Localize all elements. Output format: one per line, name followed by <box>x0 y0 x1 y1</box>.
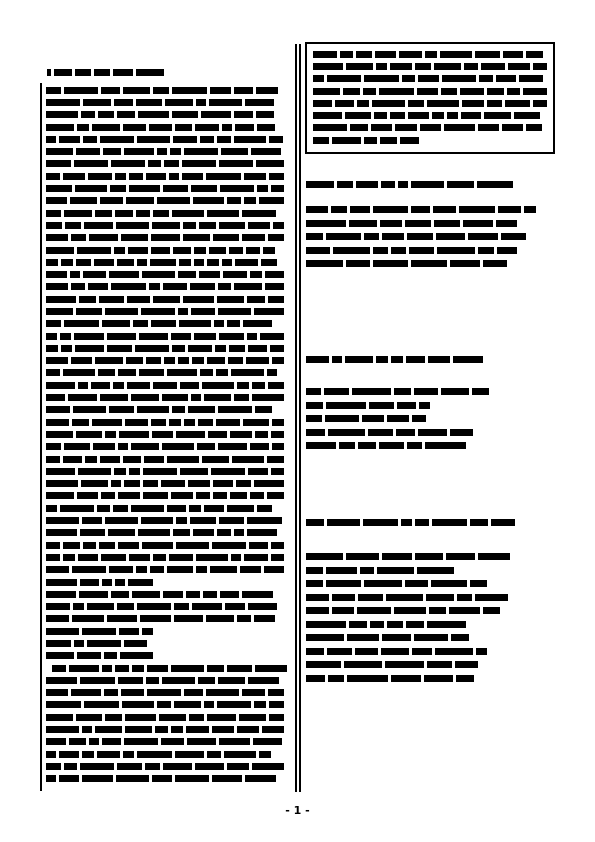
text-line <box>46 600 287 612</box>
text-line <box>46 268 287 280</box>
text-line <box>46 256 287 268</box>
text-line <box>46 613 287 625</box>
list-item <box>306 564 556 578</box>
list-item <box>306 244 556 258</box>
text-line <box>46 244 287 256</box>
text-line <box>46 207 287 219</box>
list-item-label <box>306 399 307 411</box>
text-line <box>46 121 287 133</box>
list-item <box>306 257 556 271</box>
list-item-label <box>306 605 307 617</box>
text-line <box>46 96 287 108</box>
text-line <box>313 48 547 60</box>
text-line <box>46 478 287 490</box>
list-item <box>306 577 556 591</box>
list-item-label <box>306 258 307 270</box>
section-title-glyphs <box>306 356 483 363</box>
text-line <box>46 502 287 514</box>
text-line <box>46 748 287 760</box>
text-line <box>46 637 287 649</box>
list-item <box>306 658 556 672</box>
list-item <box>306 412 556 426</box>
list-item <box>306 604 556 618</box>
list-item-label <box>306 413 307 425</box>
list-item-label <box>306 564 307 576</box>
right-section-list-2 <box>306 385 556 453</box>
text-line <box>313 109 547 121</box>
text-line <box>46 514 287 526</box>
list-item-label <box>306 618 307 630</box>
text-line <box>46 330 287 342</box>
text-line <box>313 97 547 109</box>
text-line <box>46 281 287 293</box>
text-line <box>46 145 287 157</box>
list-item-label <box>306 217 307 229</box>
list-item-label <box>306 426 307 438</box>
text-line <box>52 662 287 674</box>
list-item-label <box>306 645 307 657</box>
text-line <box>46 195 287 207</box>
text-line <box>46 391 287 403</box>
list-item <box>306 203 556 217</box>
boxed-note <box>305 42 555 154</box>
list-item <box>306 230 556 244</box>
right-section-title-1 <box>306 178 513 188</box>
list-item-label <box>306 386 307 398</box>
list-item-label <box>306 244 307 256</box>
right-section-list-3 <box>306 550 556 685</box>
text-line <box>46 109 287 121</box>
section-title-glyphs <box>306 181 513 188</box>
text-line <box>46 699 287 711</box>
text-line <box>46 342 287 354</box>
list-item-label <box>306 632 307 644</box>
list-item-label <box>306 591 307 603</box>
text-line <box>46 428 287 440</box>
text-line <box>46 305 287 317</box>
text-line <box>46 674 287 686</box>
list-item <box>306 550 556 564</box>
text-line <box>313 73 547 85</box>
list-item-label <box>306 204 307 216</box>
page-number: - 1 - <box>285 804 310 817</box>
text-line <box>46 453 287 465</box>
list-item <box>306 399 556 413</box>
text-line <box>46 367 287 379</box>
left-column-body <box>40 83 287 791</box>
text-line <box>46 773 287 785</box>
text-line <box>46 170 287 182</box>
text-line <box>313 134 547 146</box>
text-line <box>46 465 287 477</box>
right-section-title-2 <box>306 353 483 363</box>
text-line <box>46 318 287 330</box>
text-line <box>46 527 287 539</box>
text-line <box>46 551 287 563</box>
list-item-label <box>306 578 307 590</box>
text-line <box>46 355 287 367</box>
list-item <box>306 618 556 632</box>
text-line <box>46 232 287 244</box>
text-line <box>46 158 287 170</box>
list-item <box>306 426 556 440</box>
list-item-label <box>306 659 307 671</box>
list-item <box>306 591 556 605</box>
list-item-label <box>306 672 307 684</box>
text-line <box>46 564 287 576</box>
list-item-label <box>306 440 307 452</box>
list-item-label <box>306 551 307 563</box>
text-line <box>46 723 287 735</box>
text-line <box>46 379 287 391</box>
text-line <box>46 588 287 600</box>
text-line <box>46 576 287 588</box>
text-line <box>313 85 547 97</box>
text-line <box>46 539 287 551</box>
text-line <box>313 122 547 134</box>
list-item <box>306 672 556 686</box>
list-item <box>306 439 556 453</box>
list-item <box>306 631 556 645</box>
text-line <box>46 182 287 194</box>
section-title-glyphs <box>306 519 515 526</box>
text-line <box>46 404 287 416</box>
text-line <box>46 736 287 748</box>
right-section-title-3 <box>306 516 515 526</box>
column-divider-double <box>299 44 301 792</box>
column-divider <box>295 44 297 792</box>
text-line <box>46 650 287 662</box>
text-line <box>46 219 287 231</box>
list-item <box>306 385 556 399</box>
text-line <box>46 687 287 699</box>
list-item <box>306 645 556 659</box>
right-section-list-1 <box>306 203 556 271</box>
text-line <box>46 625 287 637</box>
text-line <box>46 490 287 502</box>
text-line <box>46 293 287 305</box>
list-item <box>306 217 556 231</box>
left-heading-glyphs <box>47 69 164 76</box>
text-line <box>46 711 287 723</box>
text-line <box>46 133 287 145</box>
text-line <box>46 84 287 96</box>
text-line <box>46 441 287 453</box>
text-line <box>46 416 287 428</box>
list-item-label <box>306 231 307 243</box>
text-line <box>46 760 287 772</box>
text-line <box>313 60 547 72</box>
